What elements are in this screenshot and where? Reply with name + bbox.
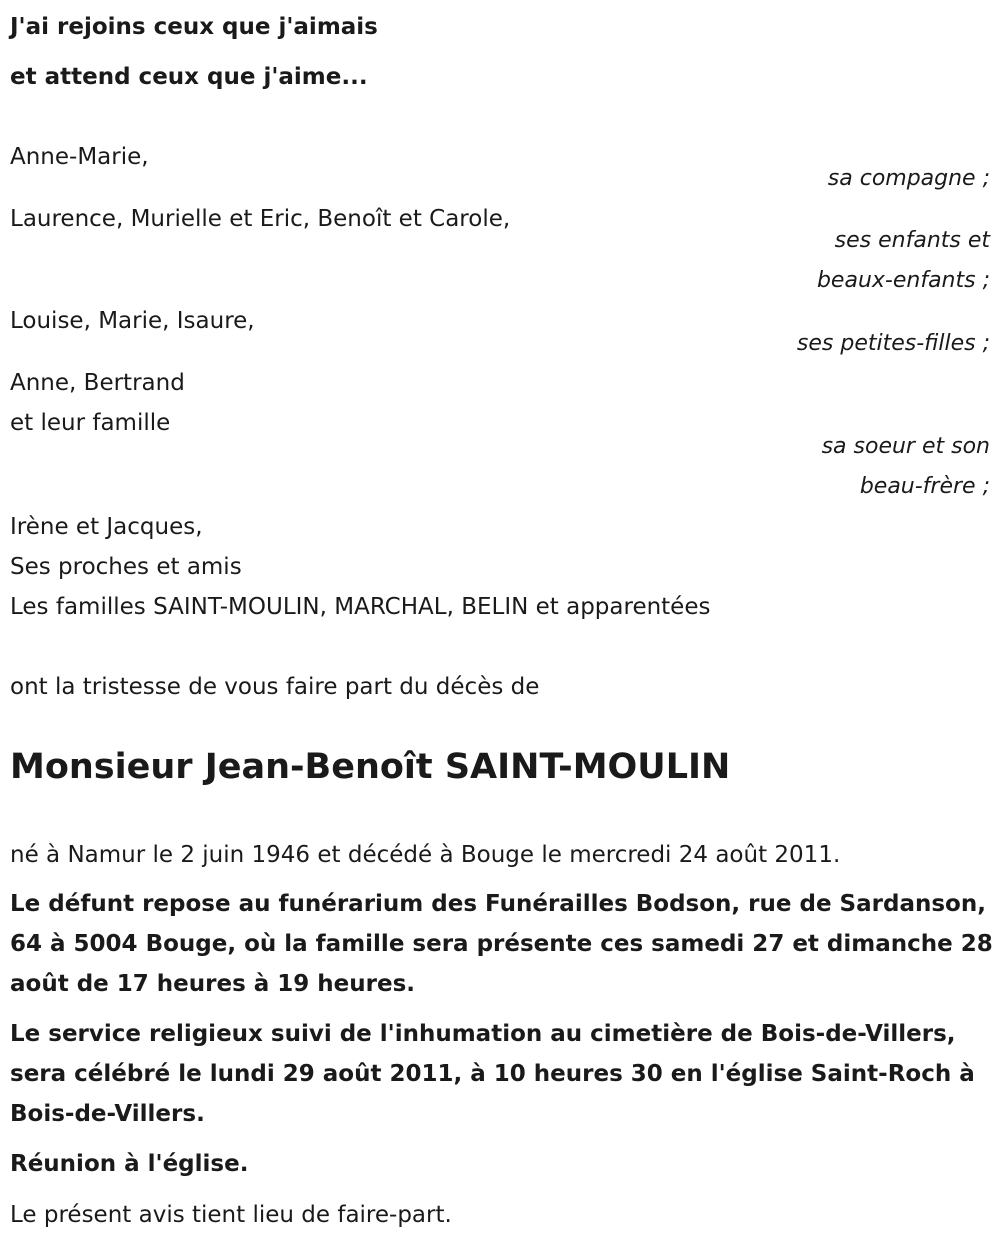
family-relation: beau-frère ; xyxy=(859,474,990,499)
family-relation: beaux-enfants ; xyxy=(816,268,990,293)
reunion-line: Réunion à l'église. xyxy=(10,1151,249,1177)
visitation-paragraph: Le défunt repose au funérarium des Funérailles Bodson, rue de Sardanson, 64 à 5004 Bouge, où la famille sera présente ces samedi 27 et dimanche 28 août de 17 heures à 19 heures. xyxy=(10,891,993,997)
birth-death: né à Namur le 2 juin 1946 et décédé à Bouge le mercredi 24 août 2011. xyxy=(10,842,841,868)
deceased-name: Monsieur Jean-Benoît SAINT-MOULIN xyxy=(10,747,731,787)
closing-line: Le présent avis tient lieu de faire-part. xyxy=(10,1202,452,1228)
family-name: Irène et Jacques, xyxy=(10,514,203,540)
epitaph-line-1: J'ai rejoins ceux que j'aimais xyxy=(10,14,378,40)
family-relation: sa soeur et son xyxy=(821,434,990,459)
family-name: Louise, Marie, Isaure, xyxy=(10,308,255,334)
family-relation: sa compagne ; xyxy=(827,166,990,191)
family-name: et leur famille xyxy=(10,410,171,436)
family-name: Anne-Marie, xyxy=(10,144,149,170)
family-relation: ses petites-filles ; xyxy=(796,331,990,356)
announcement: ont la tristesse de vous faire part du décès de xyxy=(10,674,540,700)
family-name: Ses proches et amis xyxy=(10,554,242,580)
service-paragraph: Le service religieux suivi de l'inhumation au cimetière de Bois-de-Villers, sera célébré le lundi 29 août 2011, à 10 heures 30 en l'église Saint-Roch à Bois-de-Villers. xyxy=(10,1021,975,1127)
family-relation: ses enfants et xyxy=(834,228,990,253)
family-name: Anne, Bertrand xyxy=(10,370,185,396)
family-name: Les familles SAINT-MOULIN, MARCHAL, BELIN et apparentées xyxy=(10,594,711,620)
family-name: Laurence, Murielle et Eric, Benoît et Carole, xyxy=(10,206,511,232)
epitaph-line-2: et attend ceux que j'aime... xyxy=(10,64,368,90)
